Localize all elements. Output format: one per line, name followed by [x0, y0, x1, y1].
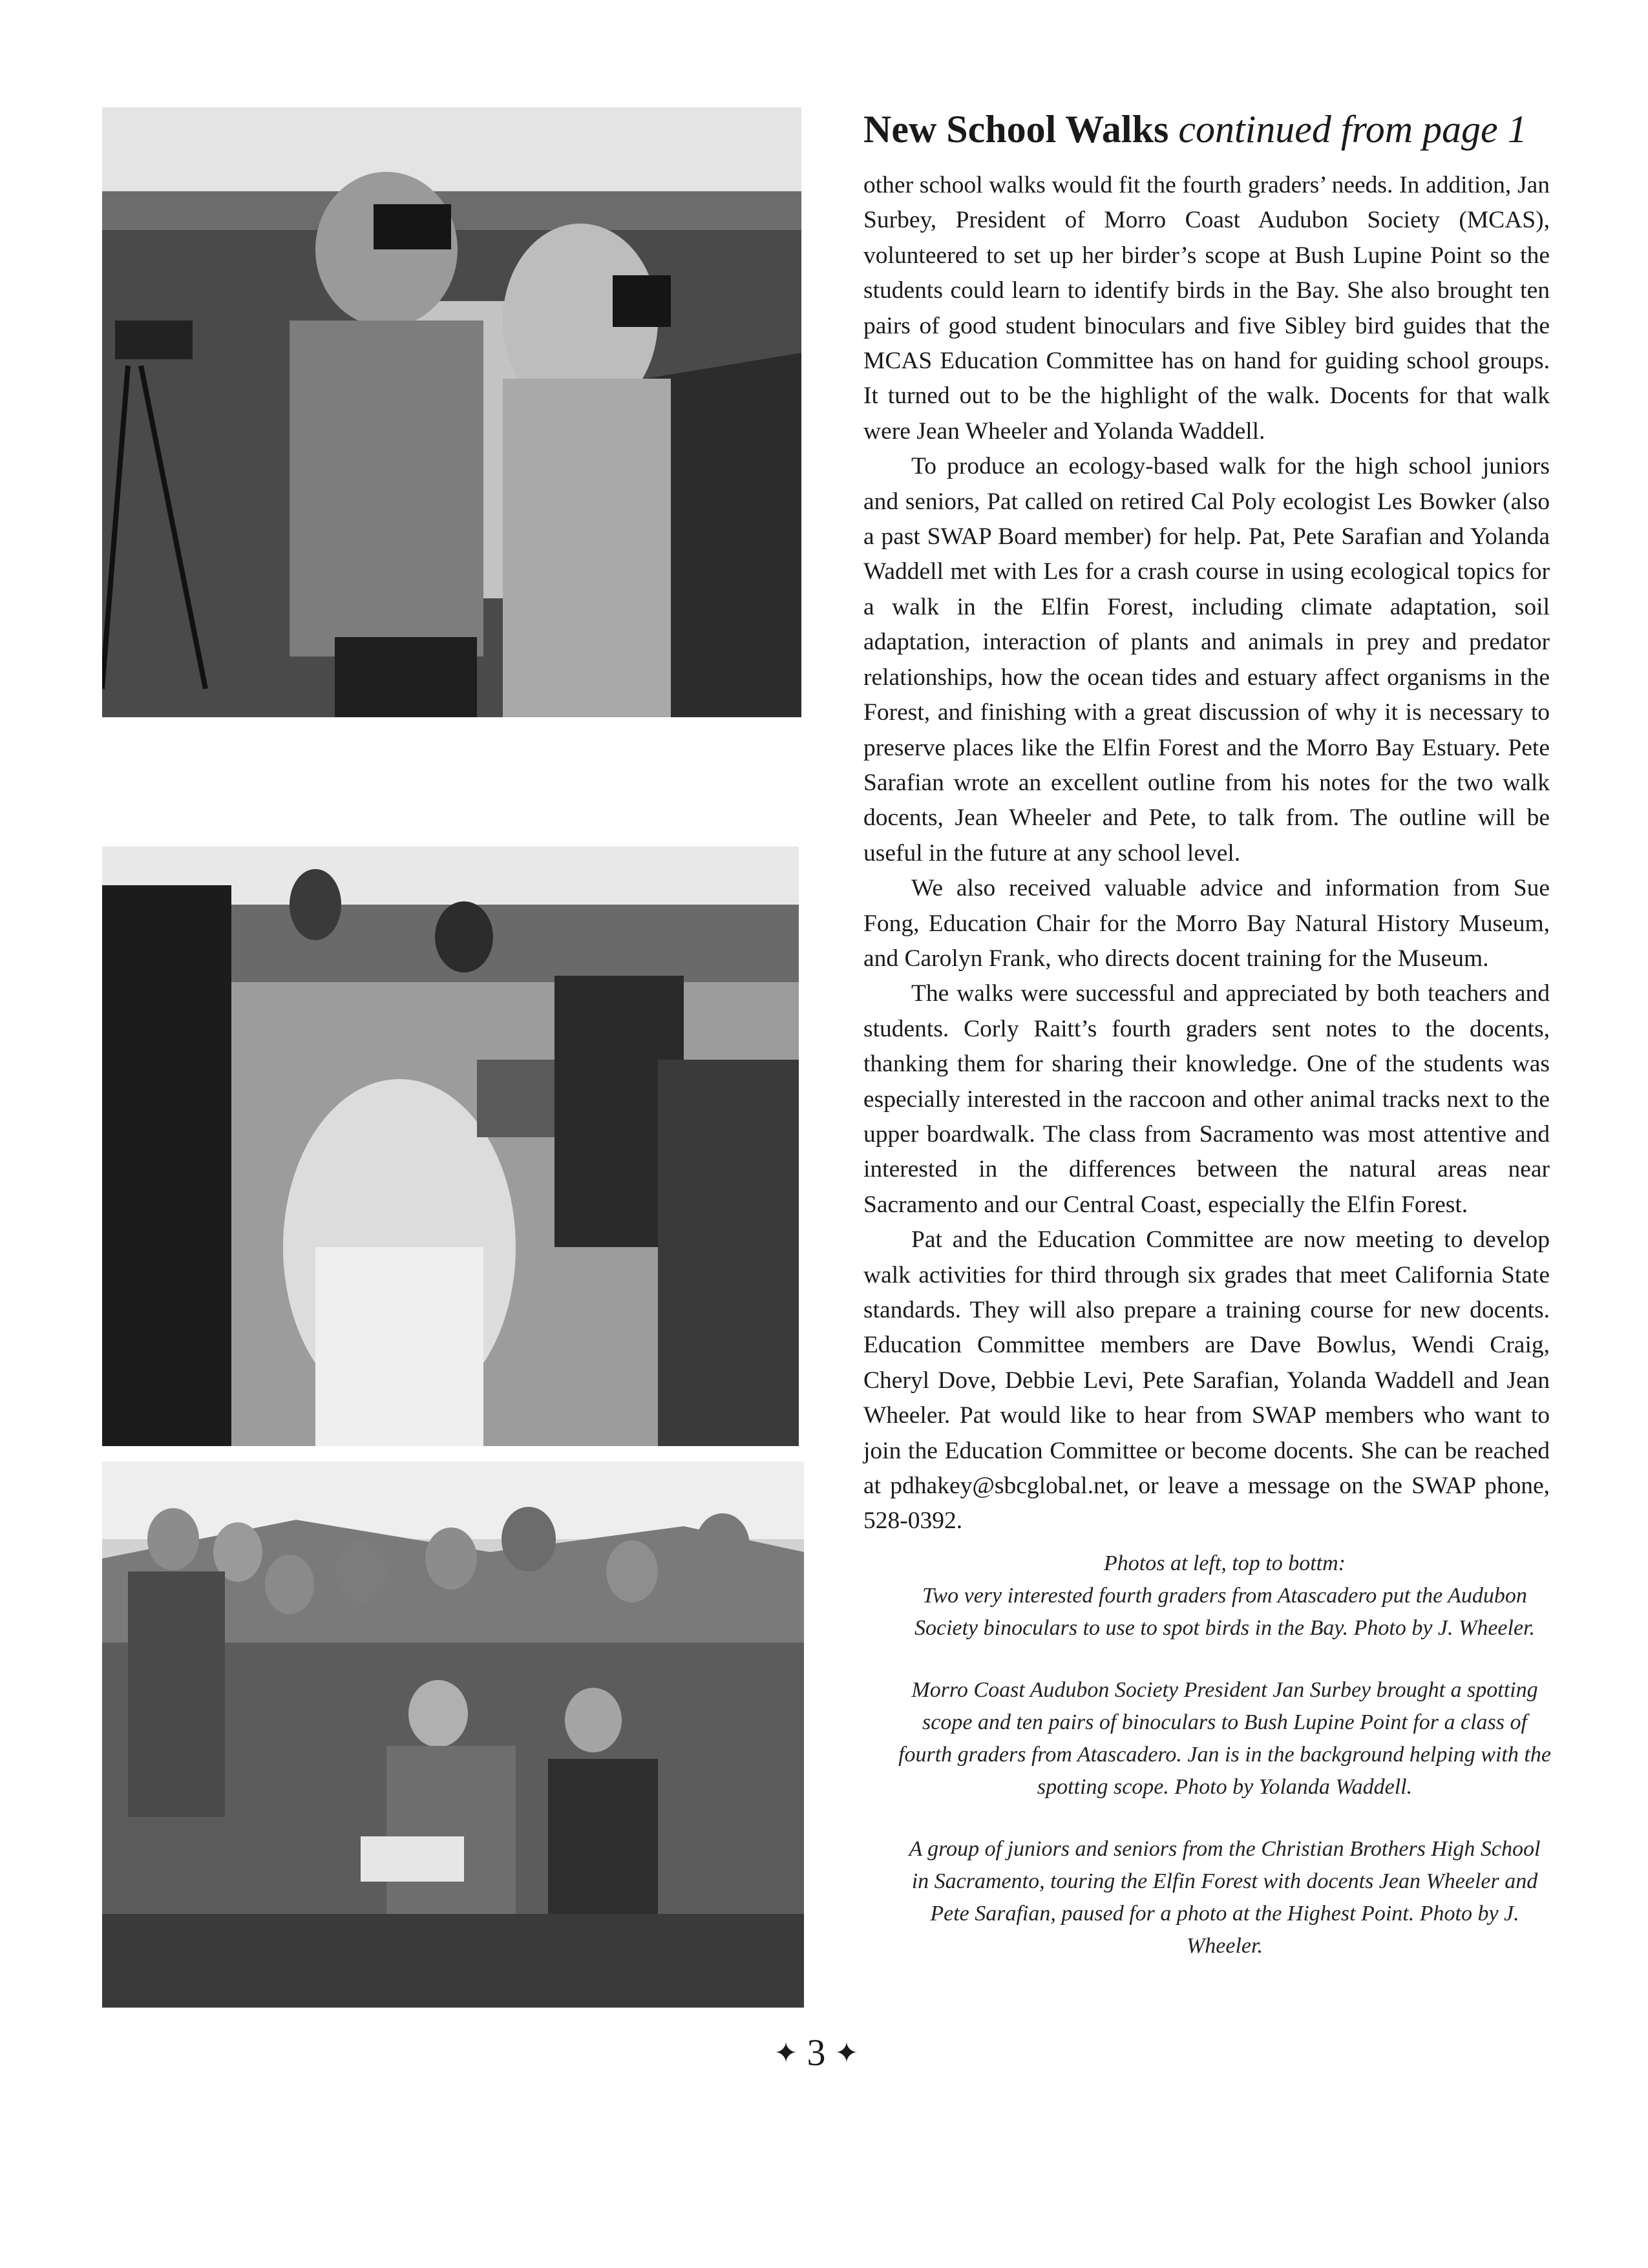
page-footer — [742, 2030, 891, 2076]
diamond-ornament-icon: ✦ — [834, 2037, 859, 2069]
caption-photo-3: A group of juniors and seniors from the Christian Brothers High School in Sacramento, touring the Elfin Forest with docents Jean Wheeler and Pete Sarafian, paused for a photo at the Highest Point. Photo by J. Wheeler. — [909, 1837, 1541, 1958]
diamond-ornament-icon: ✦ — [774, 2037, 798, 2069]
caption-photo-1: Two very interested fourth graders from Atascadero put the Audubon Society binoculars to use to spot birds in the Bay. Photo by J. Wheeler. — [914, 1584, 1536, 1640]
article-paragraph: other school walks would fit the fourth graders’ needs. In addition, Jan Surbey, President of Morro Coast Audubon Society (MCAS), volunteered to set up her birder’s scope at Bush Lupine Point so the students could learn to identify birds in the Bay. She also brought ten pairs of good student binoculars and five Sibley bird guides that the MCAS Education Committee has on hand for guiding school groups. It turned out to be the highlight of the walk. Docents for that walk were Jean Wheeler and Yolanda Waddell. — [863, 172, 1550, 445]
photo-captions — [898, 1548, 1551, 1992]
article-headline — [863, 103, 1550, 155]
captions-intro: Photos at left, top to bottm: — [1104, 1551, 1346, 1575]
article-paragraph: Pat and the Education Committee are now meeting to develop walk activities for third through six grades that meet California State standards. They will also prepare a training course for new docents. Education Committee members are Dave Bowlus, Wendi Craig, Cheryl Dove, Debbie Levi, Pete Sarafian, Yolanda Waddell and Jean Wheeler. Pat would like to hear from SWAP members who want to join the Education Committee or become docents. She can be reached at pdhakey@sbcglobal.net, or leave a message on the SWAP phone, 528-0392. — [863, 1226, 1550, 1535]
photo-high-school-group — [102, 1462, 804, 2008]
page-number: 3 — [807, 2032, 826, 2074]
article — [863, 103, 1550, 1539]
photo-fourth-graders-binoculars — [102, 107, 801, 717]
article-paragraph: To produce an ecology-based walk for the high school juniors and seniors, Pat called on retired Cal Poly ecologist Les Bowker (also a past SWAP Board member) for help. Pat, Pete Sarafian and Yolanda Waddell met with Les for a crash course in using ecological topics for a walk in the Elfin Forest, including climate adaptation, soil adaptation, interaction of plants and animals in prey and predator relationships, how the ocean tides and estuary affect organisms in the Forest, and finishing with a great discussion of why it is necessary to preserve places like the Elfin Forest and the Morro Bay Estuary. Pete Sarafian wrote an excellent outline from his notes for the two walk docents, Jean Wheeler and Pete, to talk from. The outline will be useful in the future at any school level. — [863, 453, 1550, 866]
article-body — [863, 168, 1550, 1539]
article-paragraph: The walks were successful and appreciated by both teachers and students. Corly Raitt’s fourth graders sent notes to the docents, thanking them for sharing their knowledge. One of the students was especially interested in the raccoon and other animal tracks next to the upper boardwalk. The class from Sacramento was most attentive and interested in the differences between the natural areas near Sacramento and our Central Coast, especially the Elfin Forest. — [863, 980, 1550, 1218]
photo-spotting-scope-class — [102, 846, 799, 1446]
article-paragraph: We also received valuable advice and information from Sue Fong, Education Chair for the Morro Bay Natural History Museum, and Carolyn Frank, who directs docent training for the Museum. — [863, 875, 1550, 972]
continued-from-note: continued from page 1 — [1178, 108, 1527, 151]
caption-photo-2: Morro Coast Audubon Society President Jan Surbey brought a spotting scope and ten pairs of binoculars to Bush Lupine Point for a class of fourth graders from Atascadero. Jan is in the background helping with the spotting scope. Photo by Yolanda Waddell. — [898, 1678, 1551, 1799]
headline-title: New School Walks — [863, 108, 1169, 151]
